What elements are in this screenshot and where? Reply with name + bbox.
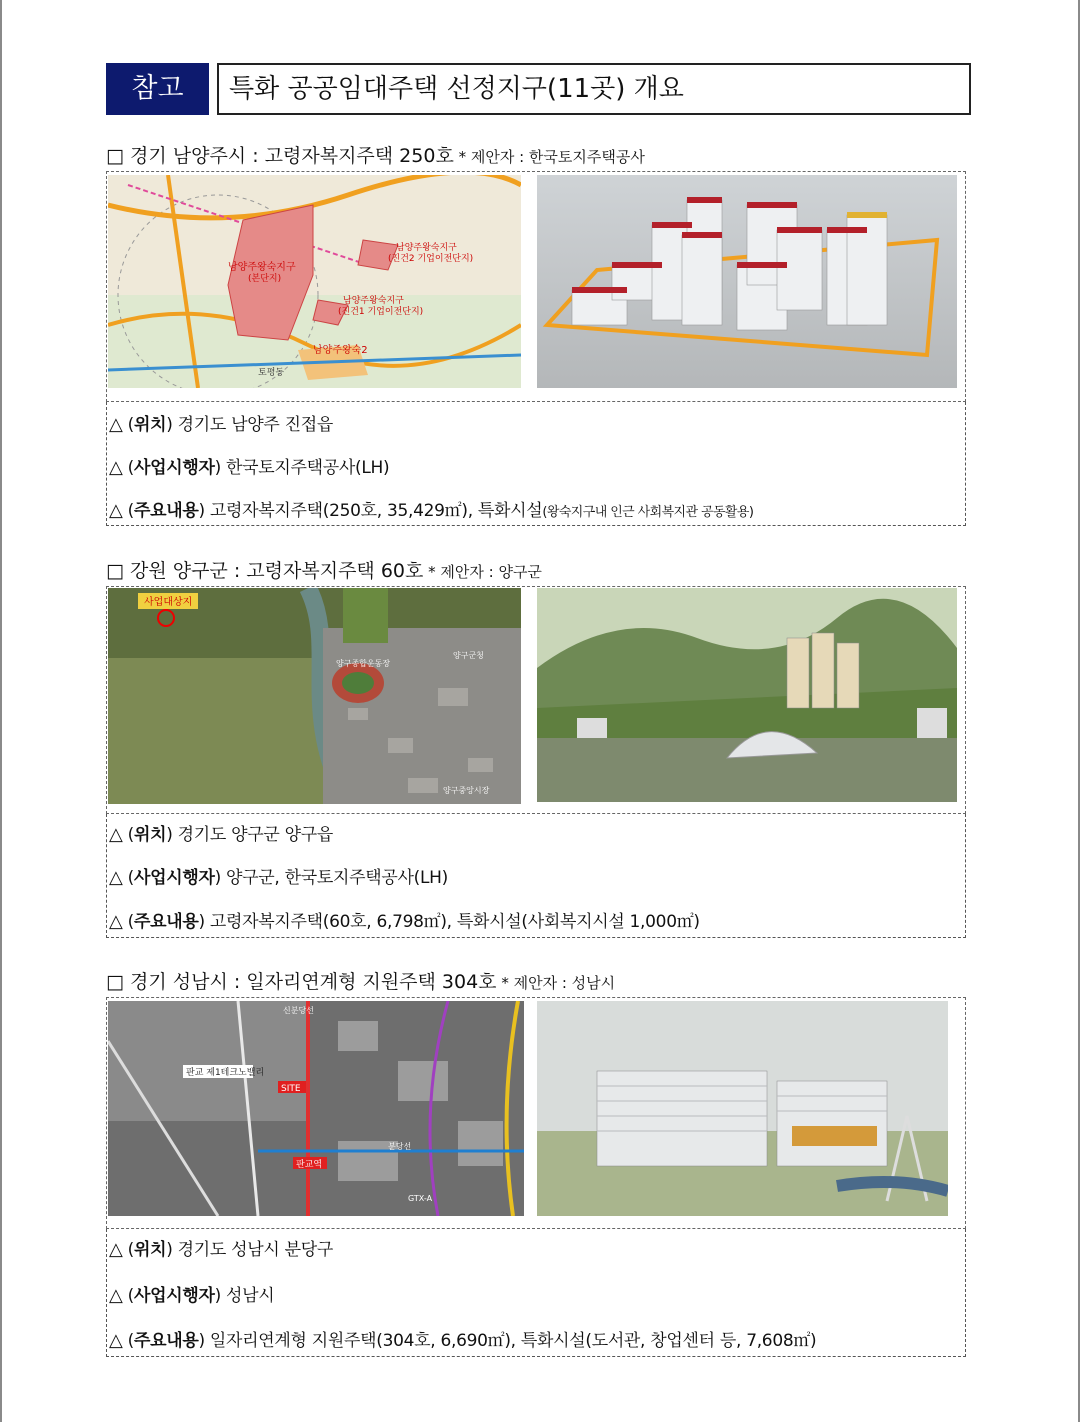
- section-heading-seongnam: □ 경기 성남시 : 일자리연계형 지원주택 304호 * 제안자 : 성남시: [106, 971, 616, 993]
- info-box-seongnam: [106, 1229, 966, 1357]
- section-region: 강원 양구군: [130, 560, 228, 582]
- map-label: (본단지): [248, 274, 282, 284]
- page-title: 특화 공공임대주택 선정지구(11곳) 개요: [217, 63, 971, 115]
- checkbox-glyph: □: [106, 145, 124, 167]
- render-image-seongnam: [537, 1001, 948, 1216]
- info-row-operator: △ (사업시행자) 양구군, 한국토지주택공사(LH): [109, 867, 448, 888]
- map-label: 양구군청: [453, 651, 484, 660]
- map-label: 양구중앙시장: [443, 786, 490, 795]
- section-project: 일자리연계형 지원주택 304호: [246, 971, 497, 993]
- info-row-operator: △ (사업시행자) 성남시: [109, 1285, 275, 1306]
- checkbox-glyph: □: [106, 971, 124, 993]
- info-row-operator: △ (사업시행자) 한국토지주택공사(LH): [109, 457, 390, 478]
- map-label: (진건1 기업이전단지): [338, 307, 424, 317]
- checkbox-glyph: □: [106, 560, 124, 582]
- info-box-namyangju: [106, 402, 966, 526]
- map-label: GTX-A: [408, 1194, 433, 1203]
- info-row-content: △ (주요내용) 고령자복지주택(250호, 35,429㎡), 특화시설(왕숙지구내 인근 사회복지관 공동활용): [109, 500, 754, 521]
- section-region: 경기 성남시: [130, 971, 228, 993]
- section-project: 고령자복지주택 250호: [264, 145, 454, 167]
- map-label: 남양주왕숙지구: [228, 262, 296, 273]
- info-row-location: △ (위치) 경기도 성남시 분당구: [109, 1239, 333, 1260]
- section-heading-namyangju: □ 경기 남양주시 : 고령자복지주택 250호 * 제안자 : 한국토지주택공사: [106, 145, 645, 167]
- map-label: 분당선: [388, 1142, 412, 1151]
- map-label: 양구종합운동장: [336, 659, 391, 668]
- map-label: 남양주왕숙지구: [396, 243, 457, 253]
- map-label: 남양주왕숙지구: [343, 296, 404, 306]
- section-proposer: * 제안자 : 성남시: [496, 974, 616, 992]
- map-label: 사업대상지: [144, 597, 193, 608]
- section-proposer: * 제안자 : 한국토지주택공사: [453, 148, 645, 166]
- map-label: 남양주왕숙2: [313, 345, 368, 356]
- map-label: (진건2 기업이전단지): [388, 254, 474, 264]
- map-label: SITE: [281, 1084, 301, 1094]
- info-row-location: △ (위치) 경기도 양구군 양구읍: [109, 824, 333, 845]
- map-label: 신분당선: [283, 1006, 314, 1015]
- map-image-namyangju: [108, 175, 521, 388]
- map-image-yanggu: [108, 588, 521, 804]
- map-label: 판교 제1테크노밸리: [186, 1068, 265, 1078]
- map-label: 토평동: [258, 368, 285, 378]
- page-edge-left: [0, 0, 2, 1422]
- map-label: 판교역: [296, 1160, 323, 1170]
- render-image-namyangju: [537, 175, 957, 388]
- reference-badge: 참고: [106, 63, 209, 115]
- map-image-seongnam: [108, 1001, 524, 1216]
- section-region: 경기 남양주시: [130, 145, 247, 167]
- info-row-location: △ (위치) 경기도 남양주 진접읍: [109, 414, 333, 435]
- info-row-content: △ (주요내용) 고령자복지주택(60호, 6,798㎡), 특화시설(사회복지시설 1,000㎡): [109, 911, 700, 932]
- render-image-yanggu: [537, 588, 957, 802]
- section-heading-yanggu: □ 강원 양구군 : 고령자복지주택 60호 * 제안자 : 양구군: [106, 560, 542, 582]
- document-header: [106, 63, 971, 115]
- info-box-yanggu: [106, 814, 966, 938]
- section-project: 고령자복지주택 60호: [246, 560, 424, 582]
- info-row-content: △ (주요내용) 일자리연계형 지원주택(304호, 6,690㎡), 특화시설(도서관, 창업센터 등, 7,608㎡): [109, 1330, 817, 1351]
- section-proposer: * 제안자 : 양구군: [423, 563, 542, 581]
